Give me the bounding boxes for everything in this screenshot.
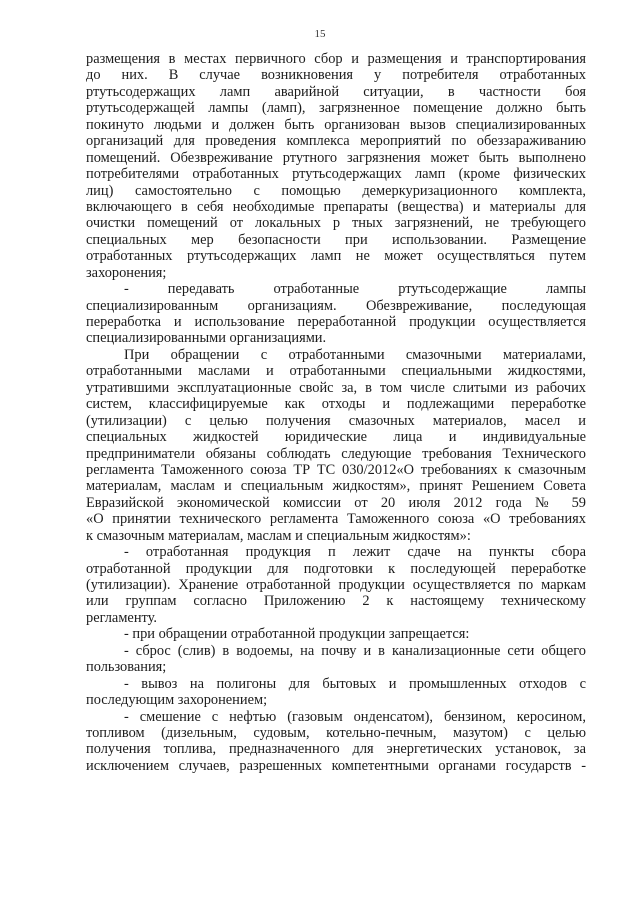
body-text (86, 51, 586, 774)
text-line: - смешение с нефтью (газовым онденсатом), бензином, керосином, (124, 708, 586, 725)
text-line: размещения в местах первичного сбор и размещения и транспортирования (86, 51, 586, 67)
text-line: покинуто людьми и должен быть организован вызов специализированных (86, 116, 586, 133)
text-line: (утилизации). Хранение отработанной продукции осуществляется по маркам (86, 577, 586, 593)
text-line: лиц) самостоятельно с помощью демеркуризационного комплекта, (86, 182, 586, 199)
text-line: последующим захоронением; (86, 692, 268, 709)
text-line: (утилизации) с целью получения смазочных материалов, масел и (86, 412, 586, 429)
text-line: помещений. Обезвреживание ртутного загрязнения может быть выполнено (86, 149, 586, 166)
text-line: отработанной продукции для подготовки к последующей переработке (86, 560, 586, 577)
text-line: очистки помещений от локальных р тных загрязнений, не требующего (86, 215, 586, 232)
text-line: Евразийской экономической комиссии от 20 июля 2012 года № 59 (86, 494, 586, 511)
text-line: переработка и использование переработанной продукции осуществляется (86, 314, 586, 330)
text-line: материалам, маслам и специальным жидкостям», принят Решением Совета (86, 478, 586, 495)
text-line: специальных жидкостей юридические лица и индивидуальные (86, 429, 586, 446)
text-line: к смазочным материалам, маслам и специальным жидкостям»: (86, 527, 471, 544)
text-line: - передавать отработанные ртутьсодержащие лампы (124, 281, 586, 298)
text-line: утратившими эксплуатационные свойс за, в том числе слитыми из рабочих (86, 379, 586, 396)
text-line: отработанными маслами и отработанными специальными жидкостями, (86, 363, 586, 380)
text-line: специальных мер безопасности при использовании. Размещение (86, 231, 586, 248)
text-line: регламенту. (86, 609, 157, 626)
text-line: специализированным организациям. Обезвреживание, последующая (86, 297, 586, 314)
text-line: - отработанная продукция п лежит сдаче на пункты сбора (124, 544, 586, 561)
text-line: ртутьсодержащих ламп аварийной ситуации, в частности боя (86, 83, 586, 100)
text-line: получения топлива, предназначенного для энергетических установок, за (86, 741, 586, 758)
text-line: до них. В случае возникновения у потребителя отработанных (86, 67, 586, 84)
page-number: 15 (314, 28, 326, 40)
text-line: включающего в себя необходимые препараты (вещества) и материалы для (86, 198, 586, 215)
text-line: специализированными организациями. (86, 330, 327, 347)
text-line: топливом (дизельным, судовым, котельно-печным, мазутом) с целью (86, 724, 586, 741)
text-line: При обращении с отработанными смазочными материалами, (124, 346, 586, 363)
text-line: регламента Таможенного союза ТР ТС 030/2012«О требованиях к смазочным (86, 461, 586, 478)
text-line: «О принятии технического регламента Таможенного союза «О требованиях (86, 511, 586, 528)
text-line: организаций для проведения комплекса мероприятий по обеззараживанию (86, 133, 586, 150)
text-line: - при обращении отработанной продукции запрещается: (124, 626, 470, 643)
text-line: или группам согласно Приложению 2 к настоящему техническому (86, 593, 586, 610)
text-line: - сброс (слив) в водоемы, на почву и в канализационные сети общего (124, 642, 586, 659)
text-line: отработанных ртутьсодержащих ламп не может осуществляться путем (86, 248, 586, 265)
text-line: пользования; (86, 659, 167, 676)
text-line: исключением случаев, разрешенных компетентными органами государств - (86, 757, 586, 774)
text-line: систем, классифицируемые как отходы и подлежащими переработке (86, 396, 586, 413)
text-line: - вывоз на полигоны для бытовых и промышленных отходов с (124, 675, 586, 692)
text-line: потребителями отработанных ртутьсодержащих ламп (кроме физических (86, 166, 586, 183)
text-line: ртутьсодержащей лампы (ламп), загрязненное помещение должно быть (86, 100, 586, 117)
text-line: предприниматели обязаны соблюдать следующие требования Технического (86, 445, 586, 462)
text-line: захоронения; (86, 264, 167, 281)
